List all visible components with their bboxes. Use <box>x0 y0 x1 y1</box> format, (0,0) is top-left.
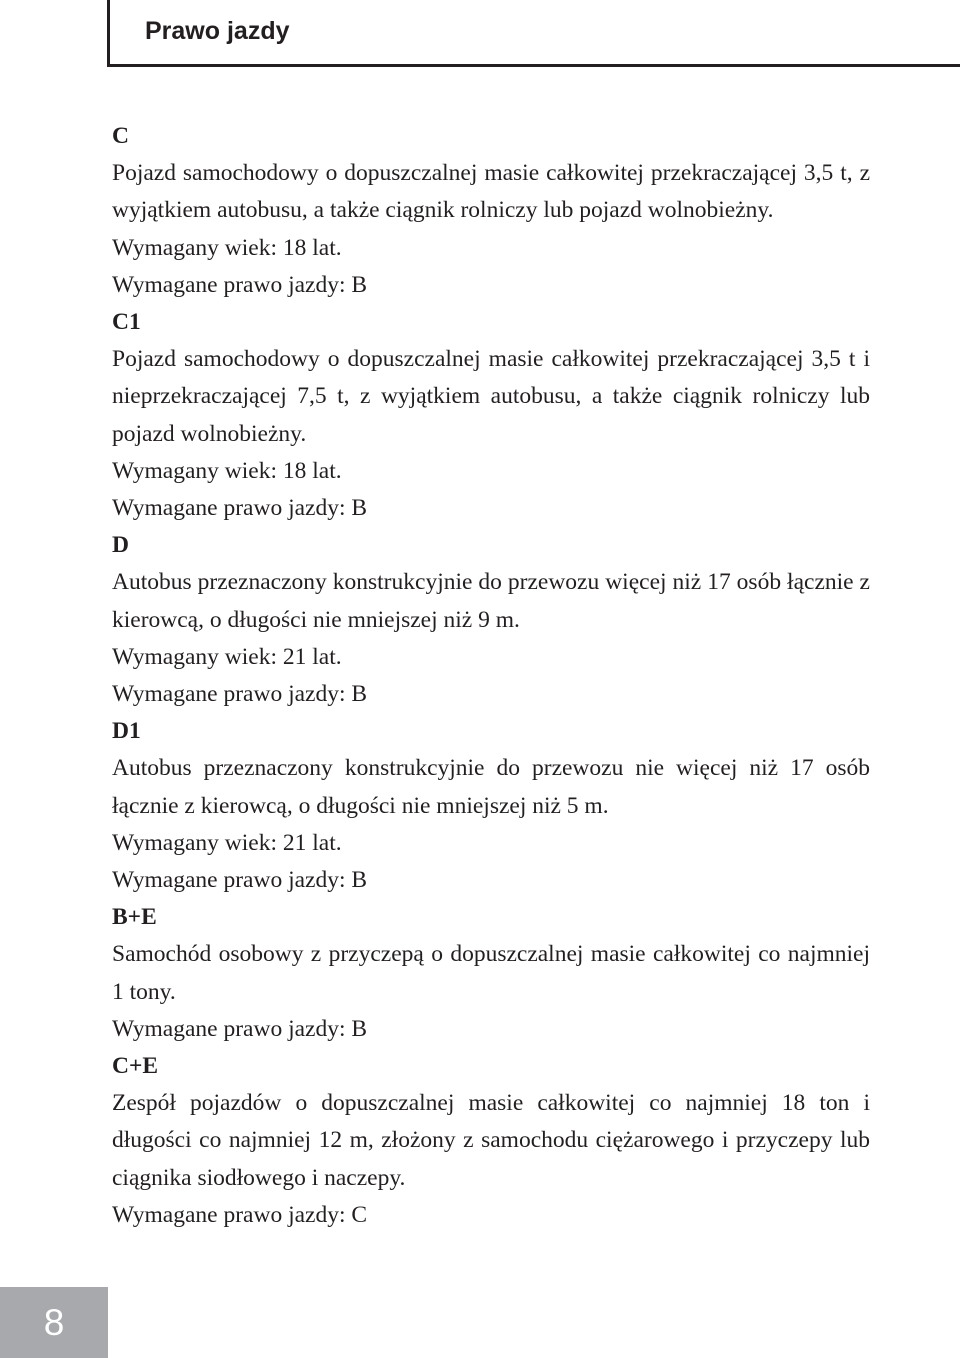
page-number-box <box>0 1287 108 1358</box>
required-license: Wymagane prawo jazdy: B <box>112 271 368 298</box>
category-section-c-plus-e <box>112 1048 870 1234</box>
category-description: Pojazd samochodowy o dopuszczalnej masie całkowitej przekraczającej 3,5 t i nieprzekraczającej 7,5 t, z wyjątkiem autobusu, a także ciągnik rolniczy lub pojazd wolnobieżny. <box>112 346 870 447</box>
category-description: Pojazd samochodowy o dopuszczalnej masie całkowitej przekraczającej 3,5 t, z wyjątkiem autobusu, a także ciągnik rolniczy lub pojazd wolnobieżny. <box>112 160 870 224</box>
required-age: Wymagany wiek: 18 lat. <box>112 234 342 261</box>
category-section-c <box>112 118 870 304</box>
header-horizontal-rule <box>107 64 960 67</box>
category-section-c1 <box>112 304 870 527</box>
required-age: Wymagany wiek: 21 lat. <box>112 829 342 856</box>
category-code: D <box>112 532 129 559</box>
license-categories-content <box>112 118 870 1234</box>
page-number: 8 <box>43 1302 65 1343</box>
required-license: Wymagane prawo jazdy: B <box>112 681 368 708</box>
required-license: Wymagane prawo jazdy: C <box>112 1201 368 1228</box>
category-code: C <box>112 123 129 149</box>
category-section-d <box>112 527 870 713</box>
running-header-title: Prawo jazdy <box>145 17 290 45</box>
required-license: Wymagane prawo jazdy: B <box>112 495 368 522</box>
category-section-b-plus-e <box>112 899 870 1048</box>
required-license: Wymagane prawo jazdy: B <box>112 867 368 894</box>
required-license: Wymagane prawo jazdy: B <box>112 1015 368 1042</box>
required-age: Wymagany wiek: 18 lat. <box>112 457 342 484</box>
category-description: Autobus przeznaczony konstrukcyjnie do przewozu więcej niż 17 osób łącznie z kierowcą, o długości nie mniejszej niż 9 m. <box>112 569 870 633</box>
category-code: C1 <box>112 309 141 336</box>
category-description: Zespół pojazdów o dopuszczalnej masie całkowitej co najmniej 18 ton i długości co najmniej 12 m, złożony z samochodu ciężarowego i przyczepy lub ciągnika siodłowego i naczepy. <box>112 1090 870 1191</box>
category-code: C+E <box>112 1053 159 1080</box>
header-vertical-rule <box>107 0 110 66</box>
category-description: Autobus przeznaczony konstrukcyjnie do przewozu nie więcej niż 17 osób łącznie z kierowcą, o długości nie mniejszej niż 5 m. <box>112 755 870 819</box>
category-description: Samochód osobowy z przyczepą o dopuszczalnej masie całkowitej co najmniej 1 tony. <box>112 941 870 1005</box>
required-age: Wymagany wiek: 21 lat. <box>112 643 342 670</box>
category-section-d1 <box>112 713 870 899</box>
category-code: D1 <box>112 718 141 745</box>
category-code: B+E <box>112 904 157 931</box>
